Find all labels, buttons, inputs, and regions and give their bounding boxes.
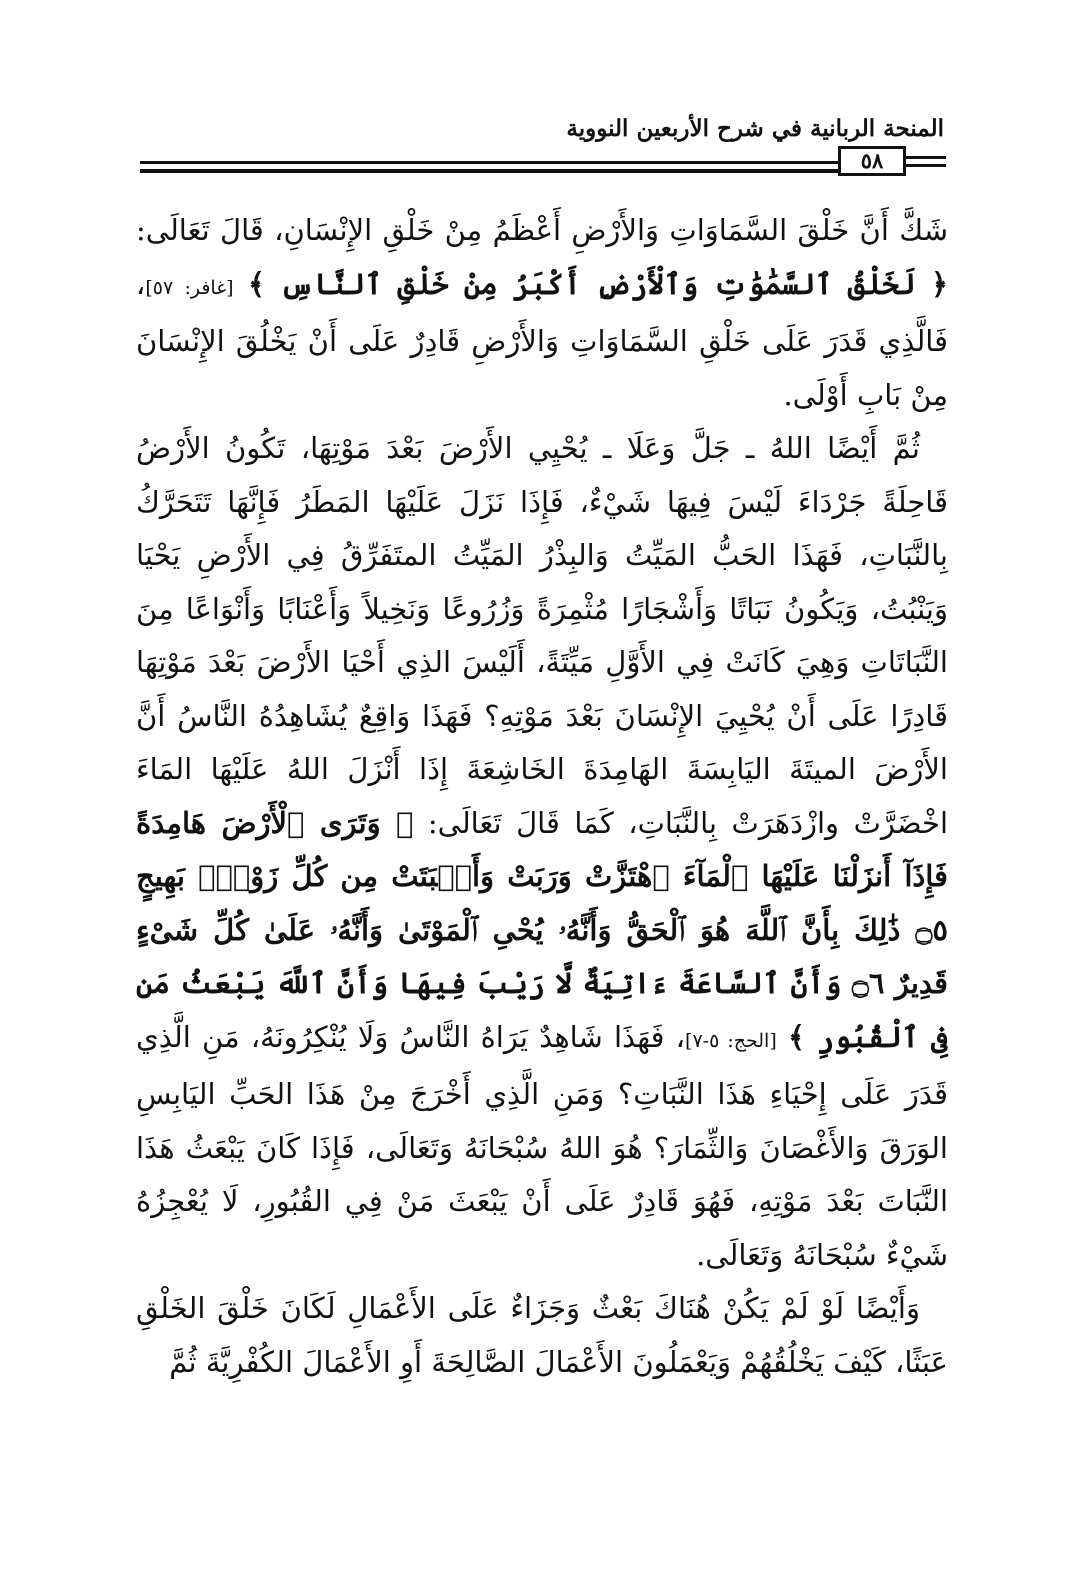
header-rule-bottom	[140, 169, 838, 173]
paragraph-3	[136, 1282, 948, 1389]
paragraph-1-text-b: ، فَالَّذِي قَدَرَ عَلَى خَلْقِ السَّمَاوَاتِ وَالأَرْضِ قَادِرٌ عَلَى أَنْ يَخْلُقَ الإِنْسَانَ مِنْ بَابِ أَوْلَى.	[136, 266, 948, 412]
paragraph-3-text-a: وَأَيْضًا لَوْ لَمْ يَكُنْ هُنَاكَ بَعْثٌ وَجَزَاءٌ عَلَى الأَعْمَالِ لَكَانَ خَلْقَ الخَلْقِ عَبَثًا، كَيْفَ يَخْلُقُهُمْ وَيَعْمَلُونَ الأَعْمَالَ الصَّالِحَةَ أَوِ الأَعْمَالَ الكُفْرِيَّةَ ثُمَّ	[136, 1291, 948, 1379]
header-rule-right-top	[906, 156, 946, 159]
header-rule-right-bottom	[906, 164, 946, 167]
paragraph-2	[136, 422, 948, 1282]
running-header-title: المنحة الربانية في شرح الأربعين النووية	[566, 115, 944, 142]
paragraph-1-text-a: شَكَّ أَنَّ خَلْقَ السَّمَاوَاتِ وَالأَرْضِ أَعْظَمُ مِنْ خَلْقِ الإِنْسَانِ، قَالَ تَعَالَى:	[136, 213, 948, 247]
quran-verse-hajj: ﴿ وَتَرَى ٱلْأَرْضَ هَامِدَةً فَإِذَآ أَنزَلْنَا عَلَيْهَا ٱلْمَآءَ ٱهْتَزَّتْ وَرَبَتْ وَأَنۢبَتَتْ مِن كُلِّ زَوْجٍۭ بَهِيجٍ ۝٥ ذَٰلِكَ بِأَنَّ ٱللَّهَ هُوَ ٱلْحَقُّ وَأَنَّهُۥ يُحْىِ ٱلْمَوْتَىٰ وَأَنَّهُۥ عَلَىٰ كُلِّ شَىْءٍ قَدِيرٌ ۝٦ وَأَنَّ ٱلسَّاعَةَ ءَاتِيَةٌ لَّا رَيْبَ فِيهَا وَأَنَّ ٱللَّهَ يَبْعَثُ مَن فِى ٱلْقُبُورِ ﴾	[136, 805, 949, 1054]
page-number: ٥٨	[838, 146, 906, 176]
paragraph-2-text-a: ثُمَّ أَيْضًا اللهُ ـ جَلَّ وَعَلَا ـ يُحْيِي الأَرْضَ بَعْدَ مَوْتِهَا، تَكُونُ الأَرْضُ قَاحِلَةً جَرْدَاءَ لَيْسَ فِيهَا شَيْءٌ، فَإِذَا نَزَلَ عَلَيْهَا المَطَرُ فَإِنَّهَا تَتَحَرَّكُ بِالنَّبَاتِ، فَهَذَا الحَبُّ المَيِّتُ وَالبِذْرُ المَيِّتُ المتَفَرِّقُ فِي الأَرْضِ يَحْيَا وَيَنْبُتُ، وَيَكُونُ نَبَاتًا وَأَشْجَارًا مُثْمِرَةً وَزُرُوعًا وَنَخِيلاً وَأَعْنَابًا وَأَنْوَاعًا مِنَ النَّبَاتَاتِ وَهِيَ كَانَتْ فِي الأَوَّلِ مَيِّتَةً، أَلَيْسَ الذِي أَحْيَا الأَرْضَ بَعْدَ مَوْتِهَا قَادِرًا عَلَى أَنْ يُحْيِيَ الإِنْسَانَ بَعْدَ مَوْتِهِ؟ فَهَذَا وَاقِعٌ يُشَاهِدُهُ النَّاسُ أَنَّ الأَرْضَ الميتَةَ اليَابِسَةَ الهَامِدَةَ الخَاشِعَةَ إِذَا أَنْزَلَ اللهُ عَلَيْهَا المَاءَ اخْضَرَّتْ وازْدَهَرَتْ بِالنَّبَاتِ، كَمَا قَالَ تَعَالَى:	[136, 431, 948, 840]
quran-verse-ghafir: ﴿ لَخَلْقُ ٱلسَّمَٰوَٰتِ وَٱلْأَرْضِ أَكْبَرُ مِنْ خَلْقِ ٱلنَّاسِ ﴾	[247, 266, 949, 301]
paragraph-2-text-b: ، فَهَذَا شَاهِدٌ يَرَاهُ النَّاسُ وَلَا يُنْكِرُونَهُ، مَنِ الَّذِي قَدَرَ عَلَى إِحْيَاءِ هَذَا النَّبَاتِ؟ وَمَنِ الَّذِي أَخْرَجَ مِنْ هَذَا الحَبِّ اليَابِسِ الوَرَقَ وَالأَغْصَانَ وَالثِّمَارَ؟ هُوَ اللهُ سُبْحَانَهُ وَتَعَالَى، فَإِذَا كَانَ يَبْعَثُ هَذَا النَّبَاتَ بَعْدَ مَوْتِهِ، فَهُوَ قَادِرٌ عَلَى أَنْ يَبْعَثَ مَنْ فِي القُبُورِ، لَا يُعْجِزُهُ شَيْءٌ سُبْحَانَهُ وَتَعَالَى.	[136, 1019, 948, 1272]
page-body-text	[136, 204, 948, 1414]
header-rule-top	[140, 161, 838, 164]
paragraph-1	[136, 204, 948, 422]
verse-reference-hajj: [الحج: ٥-٧]	[685, 1029, 777, 1052]
verse-reference-ghafir: [غافر: ٥٧]	[145, 276, 234, 299]
